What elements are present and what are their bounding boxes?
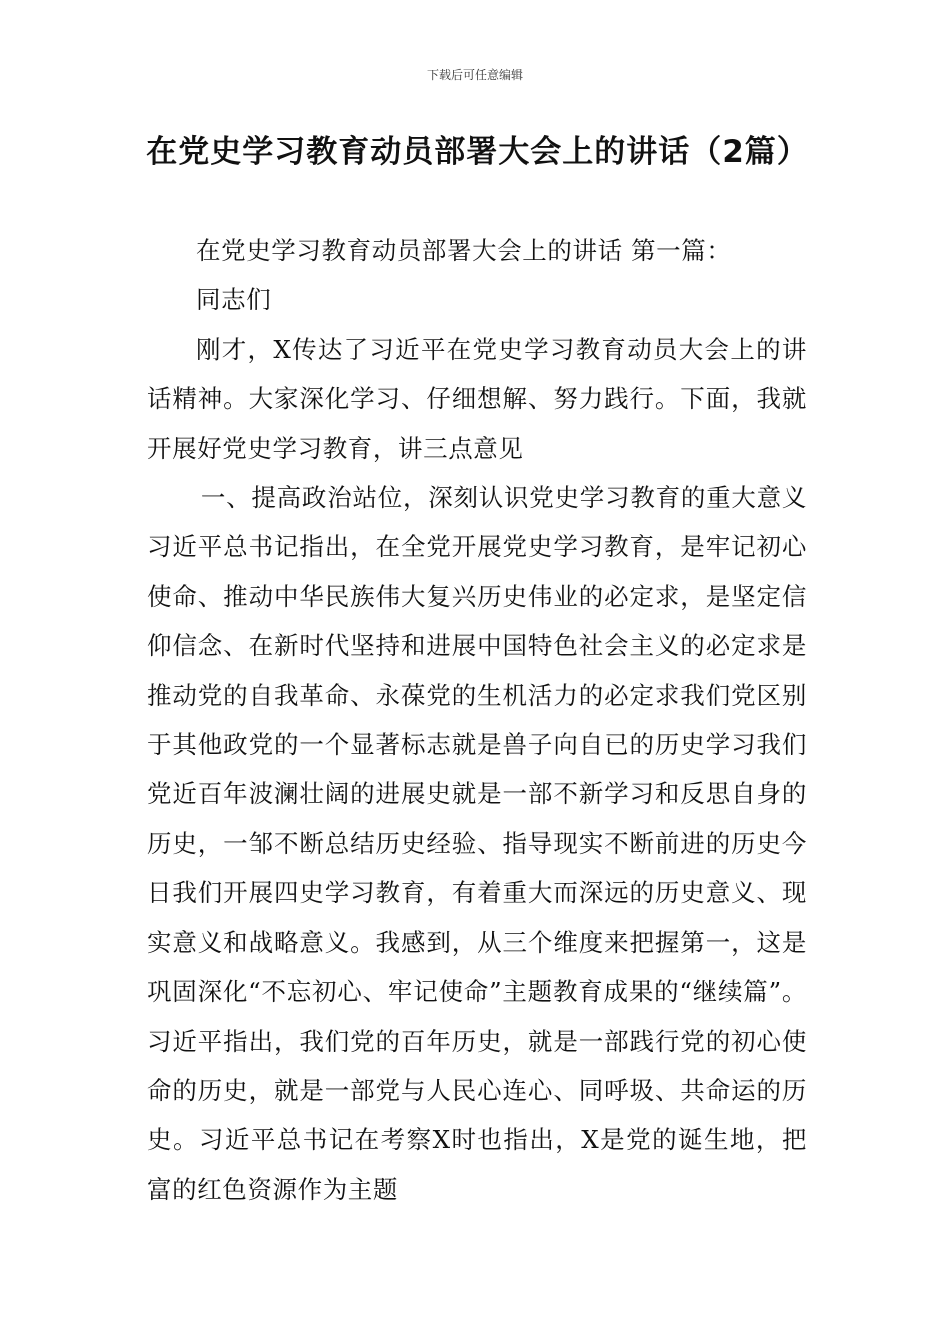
document-title: 在党史学习教育动员部署大会上的讲话（2篇）: [146, 134, 809, 170]
salutation-paragraph: 同志们: [196, 285, 272, 315]
subtitle-paragraph: 在党史学习教育动员部署大会上的讲话 第一篇：: [196, 236, 732, 265]
document-body: [147, 226, 807, 1214]
header-note: 下载后可任意编辑: [426, 68, 523, 82]
section-one-paragraph: 一、提高政治站位，深刻认识党史学习教育的重大意义习近平总书记指出，在全党开展党史学习教育，是牢记初心使命、推动中华民族伟大复兴历史伟业的必定求，是坚定信仰信念、在新时代坚持和进展中国特色社会主义的必定求是推动党的自我革命、永葆党的生机活力的必定求我们党区别于其他政党的一个显著标志就是兽子向自已的历史学习我们党近百年波澜壮阔的进展史就是一部不新学习和反思自身的历史，一邹不断总结历史经验、指导现实不断前进的历史今日我们开展四史学习教育，有着重大而深远的历史意义、现实意义和战略意义。我感到，从三个维度来把握第一，这是巩固深化“不忘初心、牢记使命”主题教育成果的“继续篇”。习近平指出，我们党的百年历史，就是一部践行党的初心使命的历史，就是一部党与人民心连心、同呼圾、共命运的历史。习近平总书记在考察X时也指出，X是党的诞生地，把富的红色资源作为主题: [147, 483, 807, 1204]
intro-paragraph: 刚才，X传达了习近平在党史学习教育动员大会上的讲话精神。大家深化学习、仔细想解、努力践行。下面，我就开展好党史学习教育，讲三点意见: [147, 334, 807, 463]
